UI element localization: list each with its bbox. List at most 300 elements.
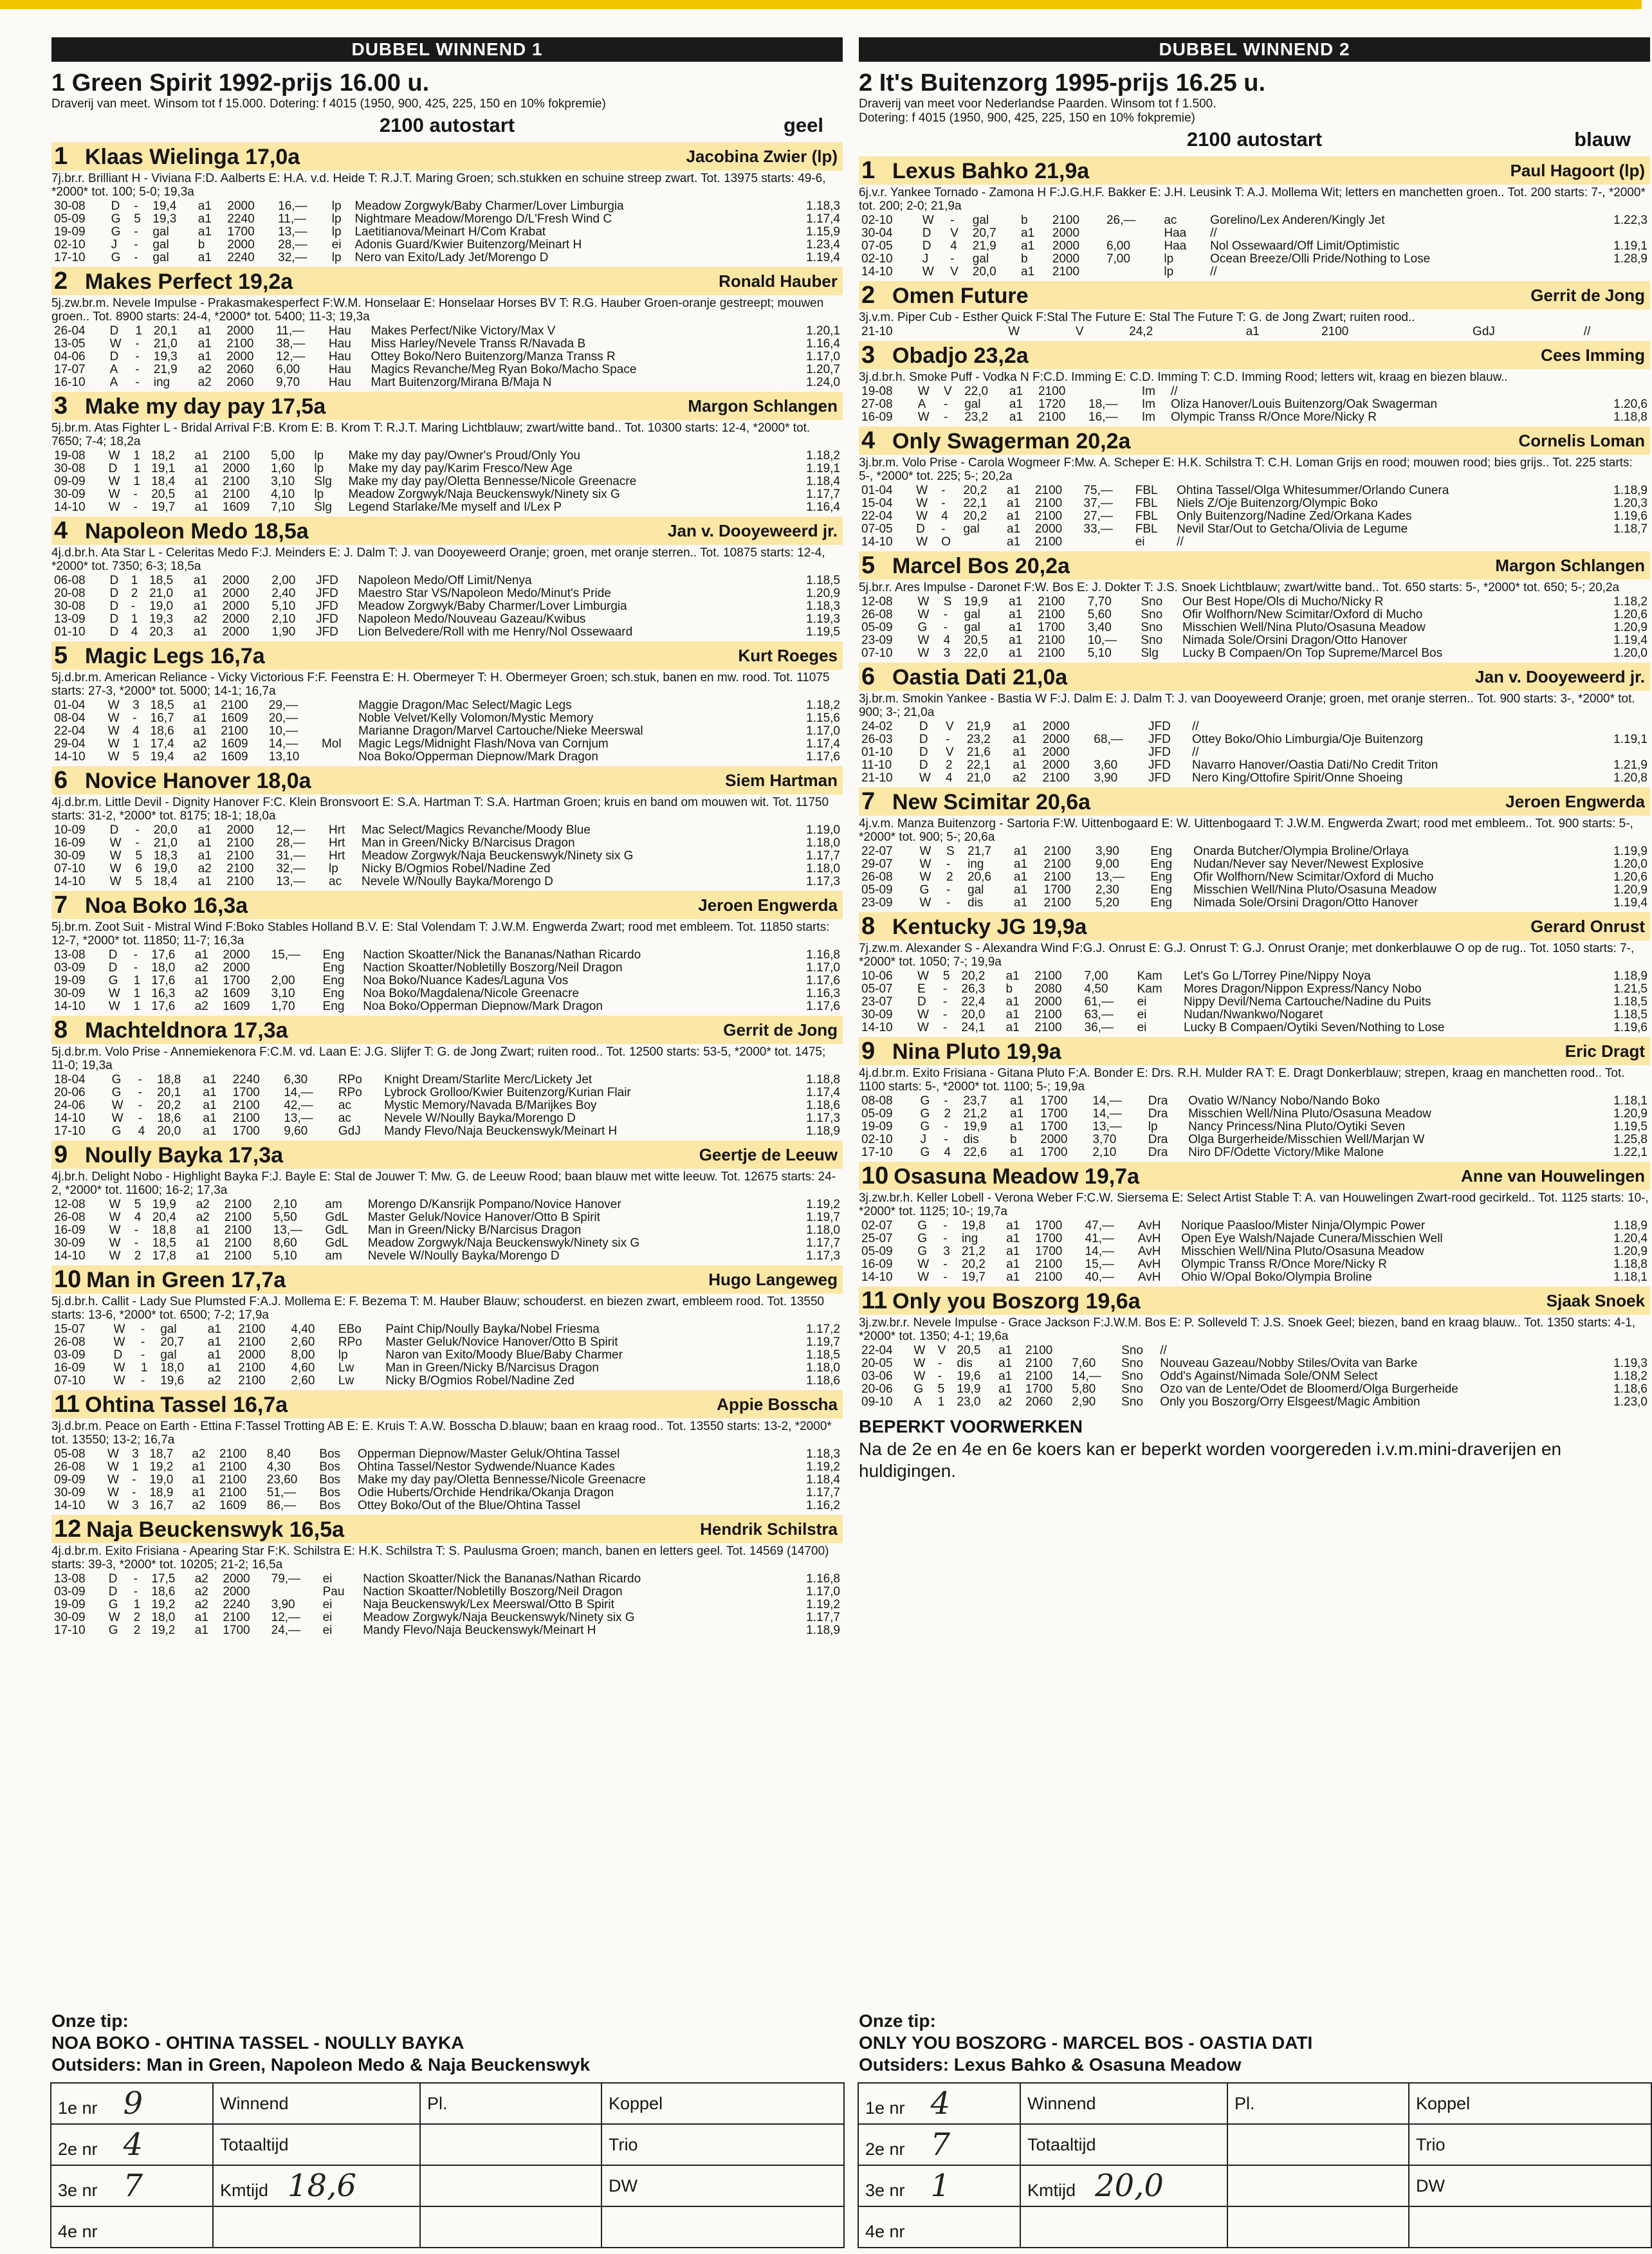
form-cell: gal <box>964 608 980 621</box>
form-cell: 2000 <box>238 1348 266 1362</box>
race-subtitle: Draverij van meet voor Nederlandse Paarden. Winsom tot f 1.500. <box>859 97 1216 111</box>
form-cell: - <box>133 500 138 514</box>
form-cell: A <box>109 363 118 376</box>
form-cell: - <box>133 1572 138 1586</box>
horse-number: 8 <box>861 913 876 940</box>
form-cell: 1.18,3 <box>806 199 840 213</box>
form-cell: 1.18,9 <box>1613 969 1647 983</box>
form-cell: 05-08 <box>54 1447 86 1461</box>
form-cell: 22,4 <box>961 995 986 1009</box>
form-cell: 17,6 <box>151 948 176 962</box>
form-cell: 21,6 <box>966 746 991 759</box>
handwritten-number: 4 <box>930 2085 951 2121</box>
form-table <box>51 325 843 389</box>
score-label: 4e nr <box>865 2222 905 2241</box>
score-cell-field <box>213 2124 420 2165</box>
form-cell: - <box>943 1232 948 1245</box>
form-cell: 19,9 <box>152 1198 176 1211</box>
form-cell: Nightmare Meadow/Morengo D/L'Fresh Wind C <box>354 212 612 226</box>
form-cell: W <box>109 1236 121 1250</box>
form-cell: Magics Revanche/Meg Ryan Boko/Macho Space <box>371 363 637 376</box>
horse-number: 2 <box>861 282 876 309</box>
form-row <box>859 1146 1650 1159</box>
horse-name: Osasuna Meadow 19,7a <box>894 1164 1140 1189</box>
score-label: 1e nr <box>865 2098 905 2118</box>
form-cell: D <box>109 823 119 837</box>
horse-driver: Paul Hagoort (lp) <box>1510 161 1645 180</box>
form-row <box>51 376 843 389</box>
form-cell: - <box>943 608 948 621</box>
form-cell: a1 <box>998 1370 1013 1383</box>
form-cell: dis <box>968 896 984 910</box>
form-cell: 18,4 <box>153 875 178 888</box>
form-cell: Nouveau Gazeau/Nobby Stiles/Ovita van Barke <box>1160 1357 1418 1370</box>
horse-name: Machteldnora 17,3a <box>85 1018 288 1043</box>
race-title: 1 Green Spirit 1992-prijs 16.00 u. <box>51 69 430 96</box>
form-cell: Eng <box>1150 845 1173 858</box>
form-cell: Meadow Zorgwyk/Baby Charmer/Lover Limburgia <box>358 600 627 613</box>
form-cell: a1 <box>1006 1245 1020 1258</box>
form-cell: 1.17,7 <box>806 849 840 863</box>
form-cell: 18,7 <box>149 1447 174 1461</box>
form-cell: 1.19,7 <box>806 1211 840 1224</box>
form-cell: Haa <box>1164 226 1187 240</box>
horse-info: 3j.br.m. Volo Prise - Carola Wogmeer F:Mw. A. Scheper E: H.K. Schilstra T: C.H. Loman Grijs en rood; mouwen rood; bies grijs.. Tot. 225 starts: 5-, *2000* tot. 225; 5-; 20,2a <box>859 456 1633 483</box>
form-cell: Maestro Star VS/Napoleon Medo/Minut's Pride <box>358 587 611 600</box>
form-cell: 1.18,6 <box>1613 1382 1647 1396</box>
form-table <box>51 949 843 1013</box>
horse-info: 3j.d.br.h. Smoke Puff - Vodka N F:C.D. Imming E: C.D. Imming T: C.D. Imming Rood; letters wit, kraag en biezen blauw.. <box>859 371 1508 384</box>
horse-name: Only Swagerman 20,2a <box>892 429 1131 454</box>
form-cell: 1.18,9 <box>806 1624 840 1637</box>
form-cell: 1 <box>131 574 138 587</box>
form-cell: a2 <box>1013 771 1027 785</box>
form-cell: 2100 <box>1035 1258 1063 1271</box>
form-cell: 1 <box>133 1000 141 1013</box>
form-cell: - <box>138 1099 143 1112</box>
form-row <box>51 325 843 338</box>
outsiders-text: Outsiders: Man in Green, Napoleon Medo & Naja Beuckenswyk <box>51 2055 591 2075</box>
form-cell: 18,5 <box>149 574 174 587</box>
form-cell: ei <box>1135 535 1145 549</box>
horse-name: Naja Beuckenswyk 16,5a <box>86 1517 344 1542</box>
form-cell: 5,20 <box>1095 896 1119 910</box>
form-cell: 2240 <box>232 1073 260 1086</box>
score-row <box>51 2124 844 2165</box>
form-cell: W <box>109 862 122 875</box>
form-cell: 2100 <box>219 1460 247 1474</box>
score-row <box>858 2165 1651 2206</box>
horse-info: 4j.d.br.m. Exito Frisiana - Gitana Pluto F:A. Bonder E: Drs. R.H. Mulder RA T: E. Dragt Donkerblauw; strepen, kraag en manchetten rood.. Tot. 1100 starts: 5-, *2000* tot. 1100; 5-; 19,9a <box>859 1067 1625 1094</box>
form-cell: Nimada Sole/Orsini Dragon/Otto Hanover <box>1193 896 1418 910</box>
form-cell: Maggie Dragon/Mac Select/Magic Legs <box>358 699 572 712</box>
form-cell: W <box>108 475 120 488</box>
horse-entry <box>859 663 1650 785</box>
form-row <box>859 1022 1650 1034</box>
form-cell: 2100 <box>1038 646 1065 660</box>
form-cell: a1 <box>1009 646 1023 660</box>
form-cell: 18,2 <box>151 449 176 463</box>
form-cell: 2100 <box>238 1361 266 1375</box>
form-cell: W <box>108 500 120 514</box>
form-cell: 1.17,6 <box>806 750 840 764</box>
form-cell: 14-10 <box>54 1499 86 1512</box>
form-row <box>859 385 1650 398</box>
form-cell: 1.16,8 <box>806 948 840 962</box>
form-cell: 1.25,8 <box>1613 1133 1647 1146</box>
horse-info: 5j.br.r. Ares Impulse - Daronet F:W. Bos E: J. Dokter T: J.S. Snoek Lichtblauw; zwart/witte band.. Tot. 650 starts: 5-, *2000* tot. 650; 5-; 20,2a <box>859 581 1620 594</box>
form-cell: am <box>325 1249 342 1263</box>
form-cell <box>1588 746 1650 759</box>
form-cell: 8,00 <box>291 1348 315 1362</box>
form-cell: 26-08 <box>861 870 893 884</box>
form-cell: 3,90 <box>271 1598 295 1611</box>
form-cell: - <box>134 199 138 213</box>
score-field-label: Kmtijd <box>1027 2181 1076 2200</box>
form-row <box>51 1461 843 1474</box>
form-cell: W <box>917 1021 929 1034</box>
form-cell: 18,6 <box>150 724 174 738</box>
form-row <box>51 949 843 962</box>
form-cell: 1700 <box>1043 883 1071 897</box>
form-row <box>859 621 1650 634</box>
horse-driver: Siem Hartman <box>725 771 838 790</box>
form-cell: 1.23,4 <box>806 238 840 252</box>
form-cell: 19,9 <box>957 1382 981 1396</box>
form-table <box>51 1573 843 1637</box>
form-row <box>51 1074 843 1086</box>
form-row <box>51 987 843 1000</box>
form-cell: GdL <box>325 1236 349 1250</box>
form-cell: 20,2 <box>963 484 987 497</box>
form-cell: a1 <box>194 475 208 488</box>
form-cell: RPo <box>338 1073 362 1086</box>
form-cell: Make my day pay/Owner's Proud/Only You <box>348 449 581 463</box>
form-cell: 16-09 <box>54 1361 86 1375</box>
form-cell: G <box>111 1086 122 1099</box>
horse-driver: Hendrik Schilstra <box>700 1519 838 1539</box>
form-cell: 1.18,8 <box>1613 410 1647 424</box>
form-row <box>859 609 1650 621</box>
form-cell: 2000 <box>226 823 254 837</box>
form-cell: 13,— <box>1092 1120 1122 1133</box>
form-cell: 1700 <box>1035 1219 1063 1232</box>
form-cell: a1 <box>197 875 212 888</box>
form-cell: 1.24,0 <box>806 376 840 389</box>
form-cell: 3,40 <box>1087 621 1112 634</box>
form-cell: 16,— <box>278 199 307 213</box>
form-cell: 1609 <box>223 500 250 514</box>
form-table <box>51 1323 843 1388</box>
form-cell: Mystic Memory/Navada B/Marijkes Boy <box>384 1099 597 1112</box>
form-row <box>51 363 843 376</box>
form-cell: 2000 <box>1034 995 1062 1009</box>
form-cell: 1.20,9 <box>1613 1107 1647 1121</box>
form-cell: 30-09 <box>54 1236 86 1250</box>
form-cell: 2100 <box>1043 857 1071 871</box>
form-cell: 13,— <box>278 225 307 239</box>
horse-name: Nina Pluto 19,9a <box>892 1040 1061 1064</box>
form-cell: 1700 <box>232 1086 260 1099</box>
form-cell: - <box>946 857 951 871</box>
form-cell: a1 <box>1007 535 1021 549</box>
form-cell: a1 <box>203 1099 217 1112</box>
form-cell: 2100 <box>1034 497 1063 510</box>
form-cell: 19,9 <box>964 595 988 609</box>
horse-entry <box>51 1141 843 1263</box>
form-cell: - <box>140 1323 145 1336</box>
form-cell: - <box>133 948 138 962</box>
form-cell: 4,40 <box>291 1323 315 1336</box>
form-cell: Ohtina Tassel/Nestor Sydwende/Nuance Kades <box>358 1460 615 1474</box>
form-cell: 19,7 <box>961 1270 986 1284</box>
form-row <box>51 1211 843 1224</box>
tip-label: Onze tip: <box>51 2011 129 2031</box>
form-cell: 18-04 <box>54 1073 86 1086</box>
form-cell: 30-09 <box>54 488 86 501</box>
form-cell: 86,— <box>266 1499 297 1512</box>
form-cell: 03-09 <box>54 1585 86 1599</box>
form-cell: 1.20,1 <box>806 324 840 338</box>
form-row <box>859 1271 1650 1284</box>
form-cell: a2 <box>197 363 212 376</box>
horse-header <box>51 766 843 794</box>
form-cell: a1 <box>197 212 212 226</box>
form-cell: 29-04 <box>54 737 86 751</box>
form-cell: 23,2 <box>964 410 989 424</box>
score-cell-label <box>858 2165 1020 2206</box>
form-row <box>51 252 843 264</box>
horse-info: 5j.br.m. Zoot Suit - Mistral Wind F:Boko Stables Holland B.V. E: Stal Volendam T: J.W.M. Engwerda Zwart; rood met embleem. Tot. 11850 starts: 12-7, *2000* tot. 11850; 11-7; 16,3a <box>51 921 830 948</box>
horse-number: 6 <box>861 663 876 690</box>
form-cell: // <box>1160 1344 1167 1357</box>
horse-header <box>51 1265 843 1294</box>
form-cell: 1 <box>133 974 141 987</box>
form-cell: 1 <box>937 1395 945 1409</box>
form-cell: Gorelino/Lex Anderen/Kingly Jet <box>1210 214 1385 227</box>
form-cell: lp <box>1148 1120 1158 1133</box>
form-cell: 5,50 <box>273 1211 297 1224</box>
form-cell: W <box>922 265 934 279</box>
form-cell: 23,60 <box>266 1473 298 1487</box>
horse-entry <box>859 156 1650 279</box>
form-cell: D <box>916 522 925 536</box>
form-cell: 2100 <box>1038 410 1066 424</box>
form-cell: 1.20,9 <box>1613 883 1647 897</box>
form-cell: - <box>943 1258 948 1271</box>
form-cell: 2100 <box>223 449 250 463</box>
form-table <box>51 574 843 639</box>
form-row <box>51 213 843 226</box>
form-cell: 4 <box>950 239 957 253</box>
horse-info: 4j.v.m. Manza Buitenzorg - Sartoria F:W. Uittenbogaard E: W. Uittenbogaard T: J.W.M. Engwerda Zwart; rood met embleem.. Tot. 900 starts: 5-, *2000* tot. 900; 5-; 20,6a <box>859 817 1633 844</box>
form-cell: // <box>1210 226 1217 240</box>
form-cell: lp <box>331 251 342 264</box>
form-cell: D <box>109 574 119 587</box>
form-cell: 1700 <box>1040 1107 1068 1121</box>
form-cell: 5 <box>135 875 142 888</box>
form-cell: FBL <box>1135 522 1158 536</box>
form-cell: a1 <box>193 724 207 738</box>
form-cell: E <box>917 982 926 996</box>
form-cell: a1 <box>1013 720 1027 733</box>
form-cell: 23-07 <box>861 995 893 1009</box>
form-cell: Hau <box>328 350 351 363</box>
form-cell: Hau <box>328 376 351 389</box>
form-cell <box>269 1586 320 1599</box>
form-cell: 1.19,3 <box>806 612 840 626</box>
form-cell: 20,0 <box>153 823 178 837</box>
form-cell: 1.15,6 <box>806 711 840 725</box>
form-cell: O <box>941 535 951 549</box>
form-cell: - <box>942 1021 948 1034</box>
form-cell: W <box>917 608 930 621</box>
form-cell: Meadow Zorgwyk/Naja Beuckenswyk/Ninety six G <box>362 849 634 863</box>
form-cell: Ofir Wolfhorn/New Scimitar/Oxford di Mucho <box>1193 870 1434 884</box>
horse-entry <box>51 1515 843 1637</box>
form-row <box>859 411 1650 424</box>
form-cell: Ottey Boko/Nero Buitenzorg/Manza Transs R <box>371 350 616 363</box>
form-cell: Master Geluk/Novice Hanover/Otto B Spirit <box>385 1335 618 1349</box>
form-cell: Dra <box>1148 1146 1168 1159</box>
form-cell: Nevele W/Noully Bayka/Morengo D <box>367 1249 560 1263</box>
horse-info: 4j.d.br.h. Ata Star L - Celeritas Medo F:J. Meinders E: J. Dalm T: J. van Dooyeweerd Oranje; groen, met oranje sterren.. Tot. 10875 starts: 12-4, *2000* tot. 7350; 6-3; 18,5a <box>51 546 825 573</box>
form-row <box>51 1198 843 1211</box>
form-cell: gal <box>972 214 989 227</box>
form-cell: a1 <box>203 1124 217 1138</box>
horse-name: Make my day pay 17,5a <box>85 394 326 419</box>
form-cell: W <box>107 1460 119 1474</box>
form-cell: 14-10 <box>861 1270 893 1284</box>
form-cell: 4 <box>943 634 951 647</box>
form-cell: 19-08 <box>861 385 893 398</box>
race-column-1 <box>51 37 843 1637</box>
form-cell: 1700 <box>1040 1094 1068 1108</box>
form-cell: Eng <box>322 1000 345 1013</box>
form-cell: 9,00 <box>1095 857 1119 871</box>
score-row <box>51 2206 844 2248</box>
horse-number: 4 <box>861 427 876 454</box>
form-cell: 2,30 <box>1095 883 1119 897</box>
form-cell: D <box>919 758 928 772</box>
form-cell: 1.17,7 <box>806 1486 840 1499</box>
horse-info: 3j.d.br.m. Peace on Earth - Ettina F:Tassel Trotting AB E: E. Kruis T: A.W. Bosscha D.blauw; baan en kraag rood.. Tot. 13550 starts: 13-2, *2000* tot. 13550; 13-2; 16,7a <box>51 1420 832 1447</box>
form-cell: 3 <box>133 699 140 712</box>
form-cell: a1 <box>1009 634 1023 647</box>
horse-info: 7j.zw.m. Alexander S - Alexandra Wind F:G.J. Onrust E: G.J. Onrust T: G.J. Onrust Oranje; met donkerblauwe O op de rug.. Tot. 1050 starts: 7-, *2000* tot. 1050; 7-; 19,9a <box>859 942 1635 969</box>
horse-driver: Sjaak Snoek <box>1546 1291 1645 1310</box>
form-cell: D <box>919 720 928 733</box>
form-cell: // <box>1192 746 1199 759</box>
form-cell: 09-10 <box>861 1395 893 1409</box>
form-cell: 1.18,2 <box>1613 1370 1647 1383</box>
form-cell: Eng <box>1150 857 1173 871</box>
form-cell: 4 <box>946 771 953 785</box>
form-cell: 30-09 <box>861 1008 893 1022</box>
score-form-2 <box>858 2082 1652 2248</box>
form-cell: W <box>108 1611 120 1624</box>
form-cell: 1.17,4 <box>806 212 840 226</box>
form-cell: a1 <box>1245 325 1260 338</box>
form-cell: 26-08 <box>861 608 893 621</box>
form-cell: 21,0 <box>149 587 174 600</box>
form-cell: 16,— <box>1088 410 1118 424</box>
form-row <box>859 1232 1650 1245</box>
form-row <box>51 351 843 363</box>
form-cell: lp <box>314 462 324 475</box>
form-cell: Odie Huberts/Orchide Hendrika/Okanja Dragon <box>358 1486 614 1499</box>
form-cell: 1,60 <box>271 462 295 475</box>
score-label: 2e nr <box>865 2139 905 2159</box>
form-cell: W <box>1008 325 1020 338</box>
form-cell: - <box>132 1486 136 1499</box>
form-cell: - <box>946 883 951 897</box>
form-cell: 29,— <box>268 699 298 712</box>
form-cell: Slg <box>314 475 332 488</box>
form-cell: 16,7 <box>149 1499 174 1512</box>
form-cell: a1 <box>1021 239 1035 253</box>
form-cell: 2000 <box>1052 252 1080 266</box>
form-cell: 1.18,5 <box>1613 995 1647 1009</box>
form-cell: W <box>917 595 930 609</box>
form-cell: 2100 <box>221 724 248 738</box>
score-label: 1e nr <box>58 2098 98 2118</box>
form-cell: Nippy Devil/Nema Cartouche/Nadine du Puits <box>1183 995 1431 1009</box>
form-cell: W <box>107 724 120 738</box>
form-cell: 7,60 <box>1072 1357 1096 1370</box>
form-cell: 28,— <box>278 238 307 252</box>
form-cell: a1 <box>207 1323 221 1336</box>
form-cell: 5 <box>134 1198 142 1211</box>
form-cell: G <box>917 1219 928 1232</box>
form-cell: Napoleon Medo/Nouveau Gazeau/Kwibus <box>358 612 586 626</box>
form-cell: a1 <box>193 574 208 587</box>
form-cell: 1609 <box>223 1000 250 1013</box>
form-cell: 1609 <box>223 987 250 1000</box>
form-cell: - <box>134 238 138 252</box>
form-cell: 02-10 <box>861 214 893 227</box>
form-cell: 1.20,0 <box>1613 857 1647 871</box>
form-cell: G <box>920 1120 930 1133</box>
form-cell: Slg <box>1141 646 1159 660</box>
form-cell: W <box>917 1008 929 1022</box>
form-cell: 30-09 <box>54 849 86 863</box>
race-title: 2 It's Buitenzorg 1995-prijs 16.25 u. <box>859 69 1266 96</box>
form-cell: a1 <box>194 1624 208 1637</box>
score-cell-pl <box>420 2206 601 2248</box>
form-cell: 1.17,4 <box>806 1086 840 1099</box>
form-cell: 22,0 <box>964 385 989 398</box>
form-cell: 18,5 <box>150 699 174 712</box>
form-cell: 1,70 <box>271 1000 295 1013</box>
form-cell: 38,— <box>276 337 306 351</box>
form-table <box>51 450 843 514</box>
form-cell: 19,0 <box>149 1473 174 1487</box>
form-cell: W <box>109 1211 121 1224</box>
form-cell: 17-07 <box>54 363 86 376</box>
form-cell: 2100 <box>232 1112 260 1125</box>
form-cell: Misschien Well/Nina Pluto/Osasuna Meadow <box>1188 1107 1431 1121</box>
form-cell: 2100 <box>1038 385 1066 398</box>
form-cell: 2100 <box>1034 1008 1062 1022</box>
form-cell: 7,00 <box>1106 252 1130 266</box>
form-cell: G <box>913 1382 924 1396</box>
horse-name: Novice Hanover 18,0a <box>85 769 311 793</box>
form-cell: 22-04 <box>861 1344 893 1357</box>
form-cell: 12,— <box>276 823 306 837</box>
form-cell: 2100 <box>224 1211 252 1224</box>
form-cell: a1 <box>1006 1232 1020 1245</box>
